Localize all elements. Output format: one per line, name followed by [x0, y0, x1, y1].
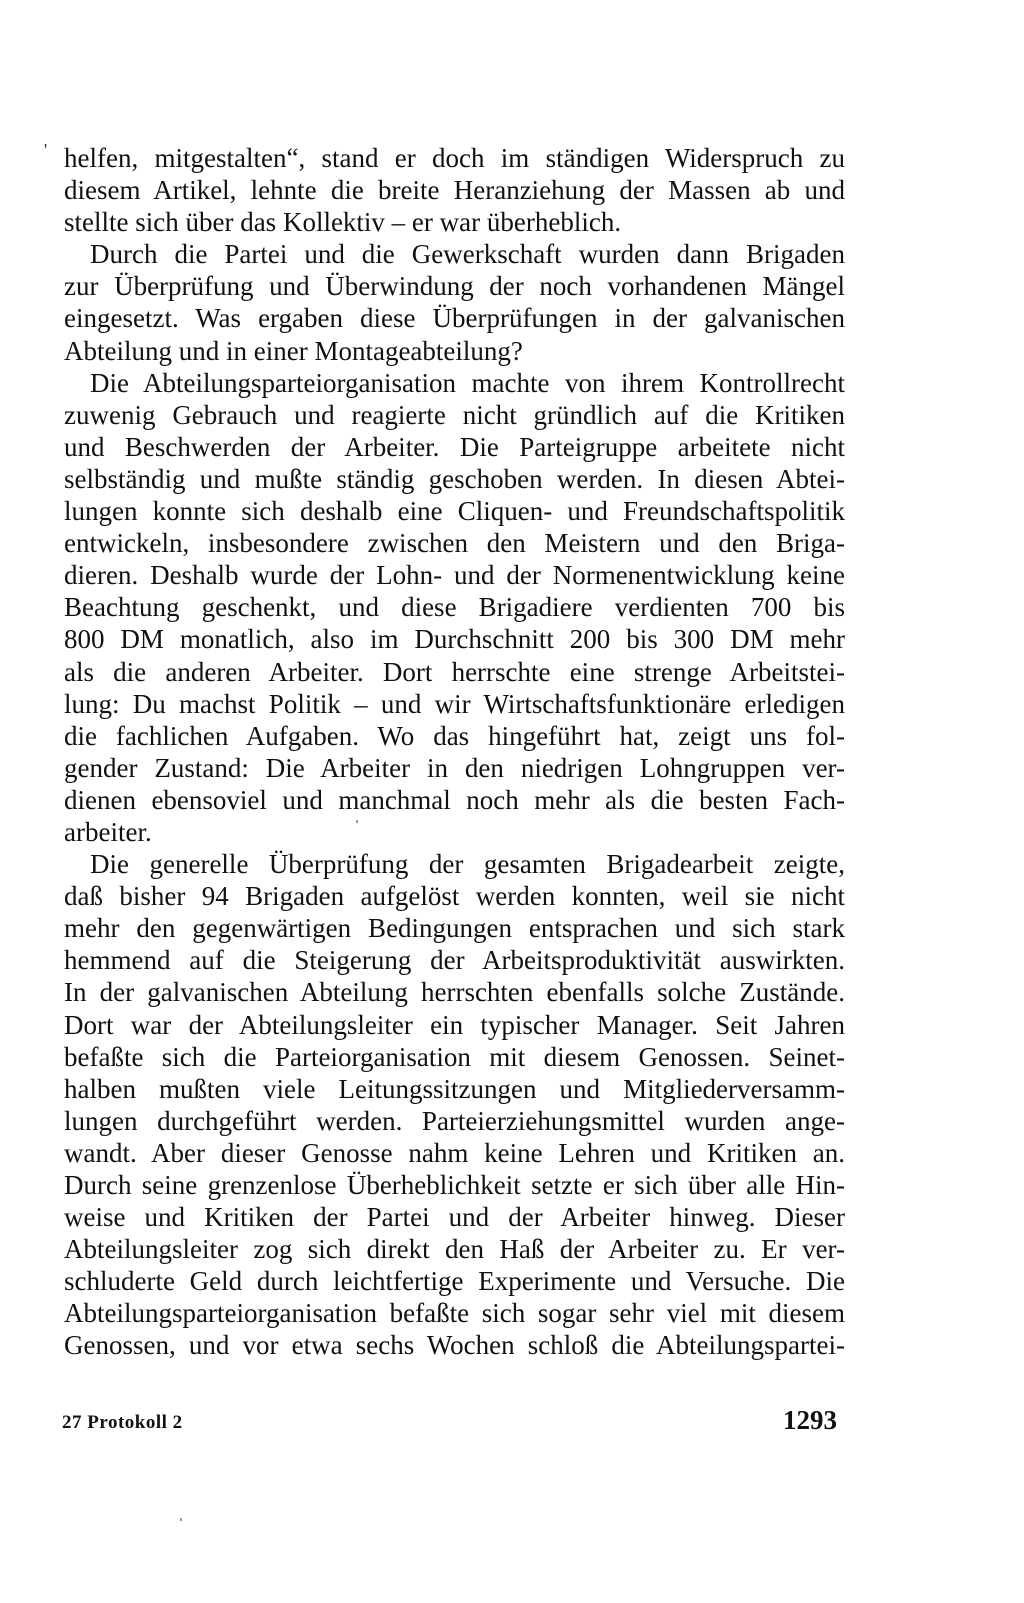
text-line: die fachlichen Aufgaben. Wo das hingeführt hat, zeigt uns fol- [64, 720, 845, 751]
text-line: lungen durchgeführt werden. Parteierziehungsmittel wurden ange- [64, 1105, 845, 1136]
page-number: 1293 [783, 1405, 837, 1435]
text-line: eingesetzt. Was ergaben diese Überprüfungen in der galvanischen [64, 303, 845, 334]
text-line: Abteilung und in einer Montageabteilung? [64, 335, 523, 366]
text-line: Durch seine grenzenlose Überheblichkeit setzte er sich über alle Hin- [64, 1170, 845, 1200]
text-line: Beachtung geschenkt, und diese Brigadiere verdienten 700 bis [64, 592, 845, 623]
text-line: Abteilungsparteiorganisation befaßte sich sogar sehr viel mit diesem [64, 1298, 845, 1329]
text-line: Die Abteilungsparteiorganisation machte von ihrem Kontrollrecht [90, 367, 845, 398]
scan-speck [180, 1518, 182, 1521]
text-line: entwickeln, insbesondere zwischen den Meistern und den Briga- [64, 528, 845, 559]
text-line: Die generelle Überprüfung der gesamten Brigadearbeit zeigte, [90, 849, 845, 880]
text-line: Dort war der Abteilungsleiter ein typischer Manager. Seit Jahren [64, 1009, 845, 1040]
text-line: 800 DM monatlich, also im Durchschnitt 200 bis 300 DM mehr [64, 624, 845, 655]
text-line: dienen ebensoviel und manchmal noch mehr als die besten Fach- [64, 784, 845, 815]
text-line: diesem Artikel, lehnte die breite Heranziehung der Massen ab und [64, 175, 845, 206]
text-line: hemmend auf die Steigerung der Arbeitsproduktivität auswirkten. [64, 945, 845, 976]
text-line: daß bisher 94 Brigaden aufgelöst werden konnten, weil sie nicht [64, 881, 845, 912]
printer-signature: 27 Protokoll 2 [62, 1412, 183, 1433]
text-line: weise und Kritiken der Partei und der Arbeiter hinweg. Dieser [64, 1202, 845, 1233]
text-line: lungen konnte sich deshalb eine Cliquen- und Freundschaftspolitik [64, 496, 845, 527]
text-line: Genossen, und vor etwa sechs Wochen schloß die Abteilungspartei- [64, 1330, 845, 1361]
text-line: gender Zustand: Die Arbeiter in den niedrigen Lohngruppen ver- [64, 752, 845, 783]
text-line: lung: Du machst Politik – und wir Wirtschaftsfunktionäre erledigen [64, 688, 845, 719]
margin-mark: ' [44, 140, 48, 160]
text-line: als die anderen Arbeiter. Dort herrschte eine strenge Arbeitstei- [64, 656, 845, 687]
body-text [64, 142, 845, 1362]
scan-speck [356, 820, 358, 823]
text-line: wandt. Aber dieser Genosse nahm keine Lehren und Kritiken an. [64, 1137, 845, 1168]
text-line: mehr den gegenwärtigen Bedingungen entsprachen und sich stark [64, 913, 845, 944]
text-line: Durch die Partei und die Gewerkschaft wurden dann Brigaden [90, 239, 845, 270]
text-line: halben mußten viele Leitungssitzungen und Mitgliederversamm- [64, 1073, 845, 1104]
text-line: arbeiter. [64, 816, 152, 847]
text-line: befaßte sich die Parteiorganisation mit diesem Genossen. Seinet- [64, 1041, 845, 1072]
text-line: schluderte Geld durch leichtfertige Experimente und Versuche. Die [64, 1266, 845, 1297]
text-line: Abteilungsleiter zog sich direkt den Haß der Arbeiter zu. Er ver- [64, 1234, 845, 1265]
text-line: zuwenig Gebrauch und reagierte nicht gründlich auf die Kritiken [64, 399, 845, 430]
text-line: und Beschwerden der Arbeiter. Die Parteigruppe arbeitete nicht [64, 431, 845, 462]
text-line: selbständig und mußte ständig geschoben werden. In diesen Abtei- [64, 463, 845, 494]
text-line: stellte sich über das Kollektiv – er war überheblich. [64, 207, 622, 238]
text-line: zur Überprüfung und Überwindung der noch vorhandenen Mängel [64, 271, 845, 302]
text-line: dieren. Deshalb wurde der Lohn- und der Normenentwicklung keine [64, 560, 845, 591]
text-line: In der galvanischen Abteilung herrschten ebenfalls solche Zustände. [64, 977, 845, 1008]
text-line: helfen, mitgestalten“, stand er doch im ständigen Widerspruch zu [64, 143, 845, 173]
